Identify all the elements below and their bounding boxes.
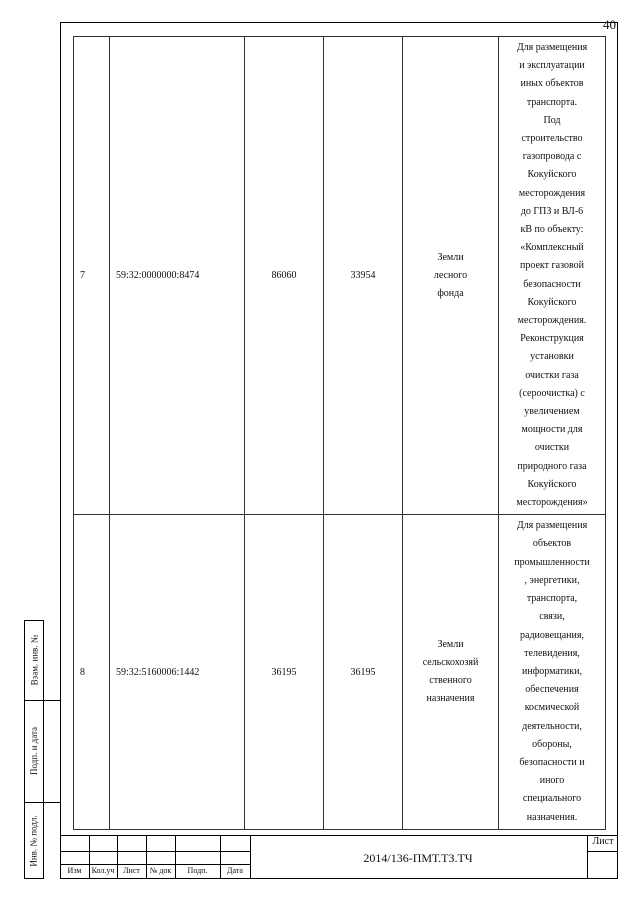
title-block-top-line: [60, 835, 618, 836]
land-category: [403, 515, 499, 829]
original-inv-label: [24, 802, 44, 879]
land-category: [403, 37, 499, 515]
land-category-line: назначения: [426, 693, 475, 704]
tb-header-sign: Подп.: [187, 866, 208, 875]
purpose-line: месторождения.: [517, 315, 587, 327]
purpose-line: деятельности,: [522, 720, 582, 732]
purpose-line: обеспечения: [525, 684, 579, 696]
purpose-line: связи,: [539, 611, 565, 623]
row-number: 8: [74, 515, 110, 829]
purpose-line: очистки: [534, 442, 570, 454]
purpose-line: увеличением: [524, 406, 580, 418]
land-category-line: Земли: [437, 639, 464, 650]
purpose-line: до ГПЗ и ВЛ-6: [520, 205, 584, 217]
area-total: 36195: [245, 515, 324, 829]
purpose-line: Для размещения: [516, 520, 588, 532]
purpose-line: месторождения»: [516, 497, 588, 509]
purpose-line: мощности для: [521, 424, 583, 436]
sign-date-label: [24, 700, 44, 802]
purpose-line: радиовещания,: [520, 629, 584, 641]
purpose-line: обороны,: [532, 738, 572, 750]
purpose-line: космической: [524, 702, 580, 714]
purpose-line: строительство: [521, 133, 583, 145]
purpose-line: , энергетики,: [524, 574, 580, 586]
side-label-text: Взам. инв. №: [29, 634, 39, 686]
land-category-line: Земли: [437, 251, 464, 263]
purpose-line: транспорта.: [526, 96, 578, 108]
purpose-line: очистки газа: [525, 369, 579, 381]
purpose-line: телевидения,: [524, 647, 580, 659]
purpose-line: и эксплуатации: [519, 60, 585, 72]
document-code: 2014/136-ПМТ.ТЗ.ТЧ: [363, 850, 473, 865]
tb-header-date: Дата: [227, 866, 243, 875]
purpose-line: назначения.: [526, 811, 578, 823]
purpose-line: информатики,: [522, 665, 582, 677]
purpose-line: месторождения: [518, 187, 586, 199]
table-row: [74, 515, 606, 829]
purpose-line: Кокуйского: [527, 169, 577, 181]
purpose-line: Реконструкция: [520, 333, 584, 345]
purpose-line: установки: [530, 351, 574, 363]
tb-header-list: Лист: [123, 866, 140, 875]
tb-header-kol: Кол.уч: [91, 866, 115, 875]
land-category-line: фонда: [437, 287, 464, 299]
land-category-line: ственного: [429, 675, 472, 686]
side-label-text: Инв. № подл.: [29, 814, 39, 867]
purpose-line: Для размещения: [516, 42, 588, 53]
replacement-inv-label: [24, 620, 44, 700]
cadastral-number: 59:32:5160006:1442: [110, 515, 245, 829]
tb-header-doc: № док: [149, 866, 172, 875]
side-label-text: Подп. и дата: [29, 726, 39, 776]
cadastral-number: 59:32:0000000:8474: [110, 37, 245, 515]
purpose-line: специального: [522, 793, 582, 805]
sheet-label: Лист: [592, 836, 614, 847]
land-plots-table: [73, 36, 606, 830]
area-used: 36195: [324, 515, 403, 829]
land-category-line: сельскохозяй: [422, 657, 479, 668]
purpose-line: Под: [543, 114, 561, 126]
purpose-line: транспорта,: [526, 593, 578, 605]
title-block-line: [587, 851, 618, 852]
purpose-line: безопасности и: [519, 756, 585, 768]
tb-header-izm: Изм: [67, 866, 82, 875]
purpose-line: Кокуйского: [527, 296, 577, 308]
purpose-line: «Комплексный: [520, 242, 584, 254]
permitted-use: [499, 37, 606, 515]
land-category-line: лесного: [433, 269, 468, 281]
row-number: 7: [74, 37, 110, 515]
purpose-line: иных объектов: [520, 78, 584, 90]
purpose-line: безопасности: [523, 278, 581, 290]
purpose-line: иного: [539, 775, 565, 787]
page-number: 40: [603, 17, 616, 32]
purpose-line: промышленности: [514, 556, 590, 568]
purpose-line: природного газа: [517, 460, 587, 472]
purpose-line: кВ по объекту:: [520, 224, 584, 236]
area-used: 33954: [324, 37, 403, 515]
purpose-line: проект газовой: [520, 260, 584, 272]
purpose-line: объектов: [532, 538, 572, 550]
purpose-line: Кокуйского: [527, 478, 577, 490]
purpose-line: (сероочистка) с: [519, 387, 585, 399]
permitted-use: [499, 515, 606, 829]
table-row: [74, 37, 606, 515]
area-total: 86060: [245, 37, 324, 515]
purpose-line: газопровода с: [522, 151, 582, 163]
